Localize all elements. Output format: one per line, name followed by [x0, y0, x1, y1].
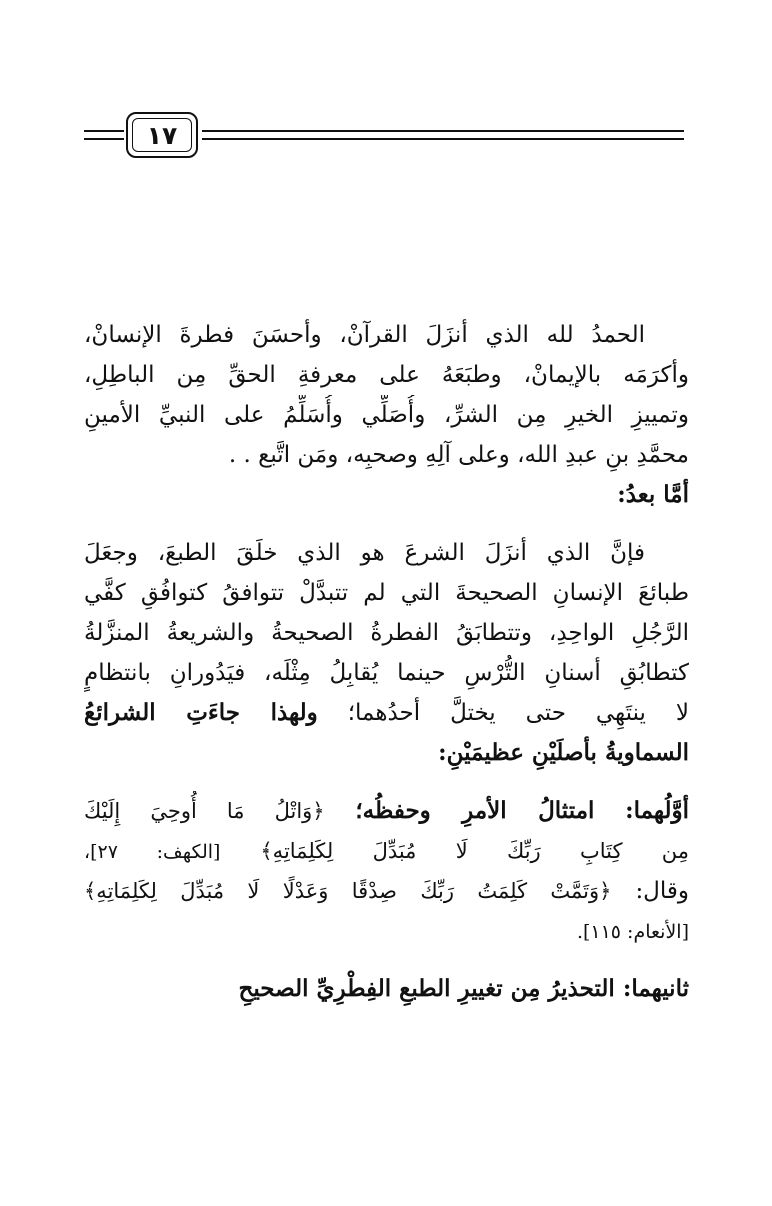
quran-verse: ﴿وَاتْلُ مَا أُوحِيَ إِلَيْكَ — [84, 799, 325, 823]
text-line — [84, 871, 689, 911]
text-line: وتمييزِ الخيرِ مِن الشرِّ، وأُصَلِّي وأُسَلِّمُ على النبيِّ الأمينِ — [84, 402, 689, 428]
bold-segment: ولهذا جاءَتِ الشرائعُ — [84, 699, 318, 726]
text-line: طبائعَ الإنسانِ الصحيحةَ التي لم تتبدَّلْ تتوافقُ كتوافُقِ كفَّي — [84, 580, 689, 606]
text-line: فإنَّ الذي أنزَلَ الشرعَ هو الذي خلَقَ الطبعَ، وجعَلَ — [84, 540, 645, 566]
second-label: ثانيهما: — [622, 975, 689, 1002]
text-line — [84, 693, 689, 733]
page-number-frame — [126, 112, 198, 158]
verse-reference: [الأنعام: ١١٥]. — [576, 921, 689, 943]
text-line: وأكرَمَه بالإيمانْ، وطبَعَهُ على معرفةِ الحقِّ مِن الباطِلِ، — [84, 362, 689, 388]
text-line — [84, 831, 689, 871]
first-label: أوَّلُهما: — [625, 797, 689, 824]
second-principle-line — [84, 969, 689, 1009]
header-rule-right — [202, 130, 684, 140]
text-line: كتطابُقِ أسنانِ التُّرْسِ حينما يُقابِلُ مِثْلَه، فيَدُورانِ بانتظامٍ — [84, 660, 689, 686]
verse-reference: [الكهف: ٢٧]، — [84, 841, 221, 863]
page-number: ١٧ — [132, 118, 192, 152]
text-line: الرَّجُلِ الواحِدِ، وتتطابَقُ الفطرةُ الصحيحةُ والشريعةُ المنزَّلةُ — [84, 620, 689, 646]
quran-verse: ﴿وَتَمَّتْ كَلِمَتُ رَبِّكَ صِدْقًا وَعَدْلًا لَا مُبَدِّلَ لِكَلِمَاتِهِ﴾ — [84, 879, 612, 903]
amma-bad-heading: أمَّا بعدُ: — [617, 481, 689, 508]
text-line: السماويةُ بأصلَيْنِ عظيمَيْنِ: — [438, 739, 689, 766]
quran-verse: مِن كِتَابِ رَبِّكَ لَا مُبَدِّلَ لِكَلِمَاتِهِ﴾ — [260, 839, 689, 863]
text-line: محمَّدِ بنِ عبدِ الله، وعلى آلِهِ وصحبِه، ومَن اتَّبع . . — [228, 442, 689, 468]
text-segment: لا ينتَهِي حتى يختلَّ أحدُهما؛ — [347, 700, 689, 726]
second-title: التحذيرُ مِن تغييرِ الطبعِ الفِطْرِيِّ الصحيحِ — [238, 975, 615, 1002]
first-title: امتثالُ الأمرِ وحفظُه؛ — [355, 797, 595, 824]
first-principle-line — [84, 791, 689, 831]
text-line: الحمدُ لله الذي أنزَلَ القرآنْ، وأحسَنَ فطرةَ الإنسانْ، — [84, 322, 645, 348]
text-line — [84, 911, 689, 951]
text-segment: وقال: — [635, 878, 689, 904]
page-header — [84, 112, 684, 160]
header-rule-left — [84, 130, 124, 140]
body-text — [84, 315, 689, 1009]
